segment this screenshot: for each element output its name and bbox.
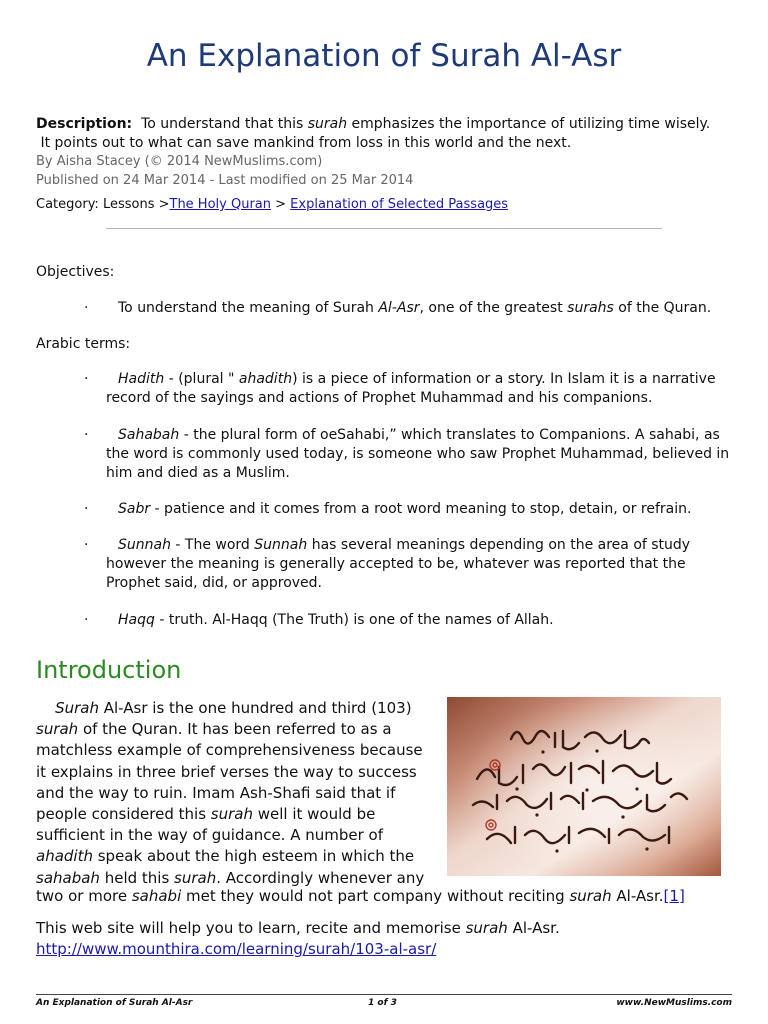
bullet-icon: ·: [84, 300, 89, 316]
header-divider: [106, 228, 662, 229]
description-italic: surah: [307, 116, 348, 132]
term-sunnah: [106, 536, 732, 593]
objective-text-3: of the Quran.: [613, 300, 712, 316]
category-link-holy-quran[interactable]: The Holy Quran: [169, 197, 271, 212]
term-name: Sunnah: [118, 537, 171, 553]
intro-text: Al-Asr.: [611, 887, 664, 905]
term-text: - The word: [170, 537, 255, 553]
term-hadith: [106, 370, 732, 408]
footer-divider: [36, 994, 732, 995]
description: [36, 115, 736, 153]
website-text: This web site will help you to learn, recite and memorise: [36, 919, 466, 937]
intro-text: held this: [99, 868, 175, 887]
footnote-link[interactable]: [1]: [663, 887, 685, 905]
intro-text: met they would not part company without reciting: [181, 887, 570, 905]
intro-text: well it would be sufficient in the way of guidance. A number of: [36, 805, 384, 845]
term-text-2: ) is a piece of information or a story. In Islam it is a narrative record of the sayings and actions of Prophet Muhammad and his companions.: [106, 371, 716, 406]
footer-title: An Explanation of Surah Al-Asr: [36, 998, 193, 1008]
intro-italic: surah: [569, 887, 612, 905]
term-text-2: has several meanings depending on the area of study however the meaning is generally accepted to be, whatever was reported that the Prophet said, did, or approved.: [106, 537, 691, 591]
term-italic: Sunnah: [254, 537, 308, 553]
term-text: - truth. Al-Haqq (The Truth) is one of the names of Allah.: [154, 612, 554, 628]
page-title: An Explanation of Surah Al-Asr: [146, 38, 622, 74]
term-text: - patience and it comes from a root word meaning to stop, detain, or refrain.: [150, 501, 692, 517]
intro-italic: sahabi: [131, 887, 182, 905]
objective-italic: Al-Asr: [378, 300, 420, 316]
intro-italic: surah: [174, 868, 217, 887]
calligraphy-image: [447, 697, 721, 876]
term-italic: ahadith: [238, 371, 293, 387]
term-text: - (plural ": [164, 371, 239, 387]
introduction-paragraph-end: [36, 886, 736, 907]
bullet-icon: ·: [84, 501, 89, 517]
intro-text: . Accordingly whenever any: [216, 868, 425, 887]
objectives-label: Objectives:: [36, 264, 115, 280]
bullet-icon: ·: [84, 427, 89, 443]
description-text: To understand that this: [141, 116, 308, 132]
breadcrumb: [36, 196, 508, 214]
term-sahabah: [106, 426, 732, 483]
category-separator: >: [271, 197, 291, 212]
intro-italic: ahadith: [36, 847, 93, 866]
objective-text-2: , one of the greatest: [419, 300, 568, 316]
term-name: Sahabah: [118, 427, 180, 443]
bullet-icon: ·: [84, 537, 89, 553]
term-name: Hadith: [118, 371, 165, 387]
bullet-icon: ·: [84, 371, 89, 387]
intro-text: two or more: [36, 887, 132, 905]
arabic-terms-label: Arabic terms:: [36, 336, 131, 352]
bullet-icon: ·: [84, 612, 89, 628]
intro-italic: Surah: [55, 699, 99, 717]
website-paragraph: [36, 918, 736, 960]
intro-text: Al-Asr is the one hundred and third (103): [98, 699, 412, 717]
objective-item: [118, 299, 744, 318]
intro-italic: surah: [36, 720, 79, 739]
term-haqq: [106, 611, 732, 630]
published-date: Published on 24 Mar 2014 - Last modified on 25 Mar 2014: [36, 173, 414, 188]
term-text: - the plural form of oeSahabi,” which translates to Companions. A sahabi, as the word is commonly used today, is someone who saw Prophet Muhammad, believed in him and died as a Muslim.: [106, 427, 730, 481]
footer-site: www.NewMuslims.com: [616, 998, 732, 1008]
mounthira-link[interactable]: http://www.mounthira.com/learning/surah/103-al-asr/: [36, 940, 437, 958]
introduction-paragraph: [36, 698, 436, 889]
intro-italic: surah: [210, 805, 253, 824]
description-line-2: It points out to what can save mankind from loss in this world and the next.: [40, 135, 572, 151]
website-text-2: Al-Asr.: [507, 919, 560, 937]
description-text-2: emphasizes the importance of utilizing time wisely.: [347, 116, 711, 132]
term-sabr: [106, 500, 732, 519]
category-link-selected-passages[interactable]: Explanation of Selected Passages: [290, 197, 509, 212]
intro-text: of the Quran. It has been referred to as a matchless example of comprehensiveness because it explains in three brief verses the way to success and the way to ruin. Imam Ash-Shafi said that if people considered this: [36, 720, 423, 824]
footer-page-number: 1 of 3: [368, 998, 397, 1008]
intro-text: speak about the high esteem in which the: [92, 847, 415, 866]
description-label: Description:: [36, 116, 133, 132]
category-prefix: Category: Lessons >: [36, 197, 170, 212]
byline: By Aisha Stacey (© 2014 NewMuslims.com): [36, 154, 323, 169]
term-name: Sabr: [118, 501, 151, 517]
introduction-heading: Introduction: [36, 656, 182, 684]
website-italic: surah: [465, 919, 508, 937]
objective-text: To understand the meaning of Surah: [118, 300, 379, 316]
intro-italic: sahabah: [36, 868, 100, 887]
objective-italic-2: surahs: [567, 300, 614, 316]
term-name: Haqq: [118, 612, 155, 628]
